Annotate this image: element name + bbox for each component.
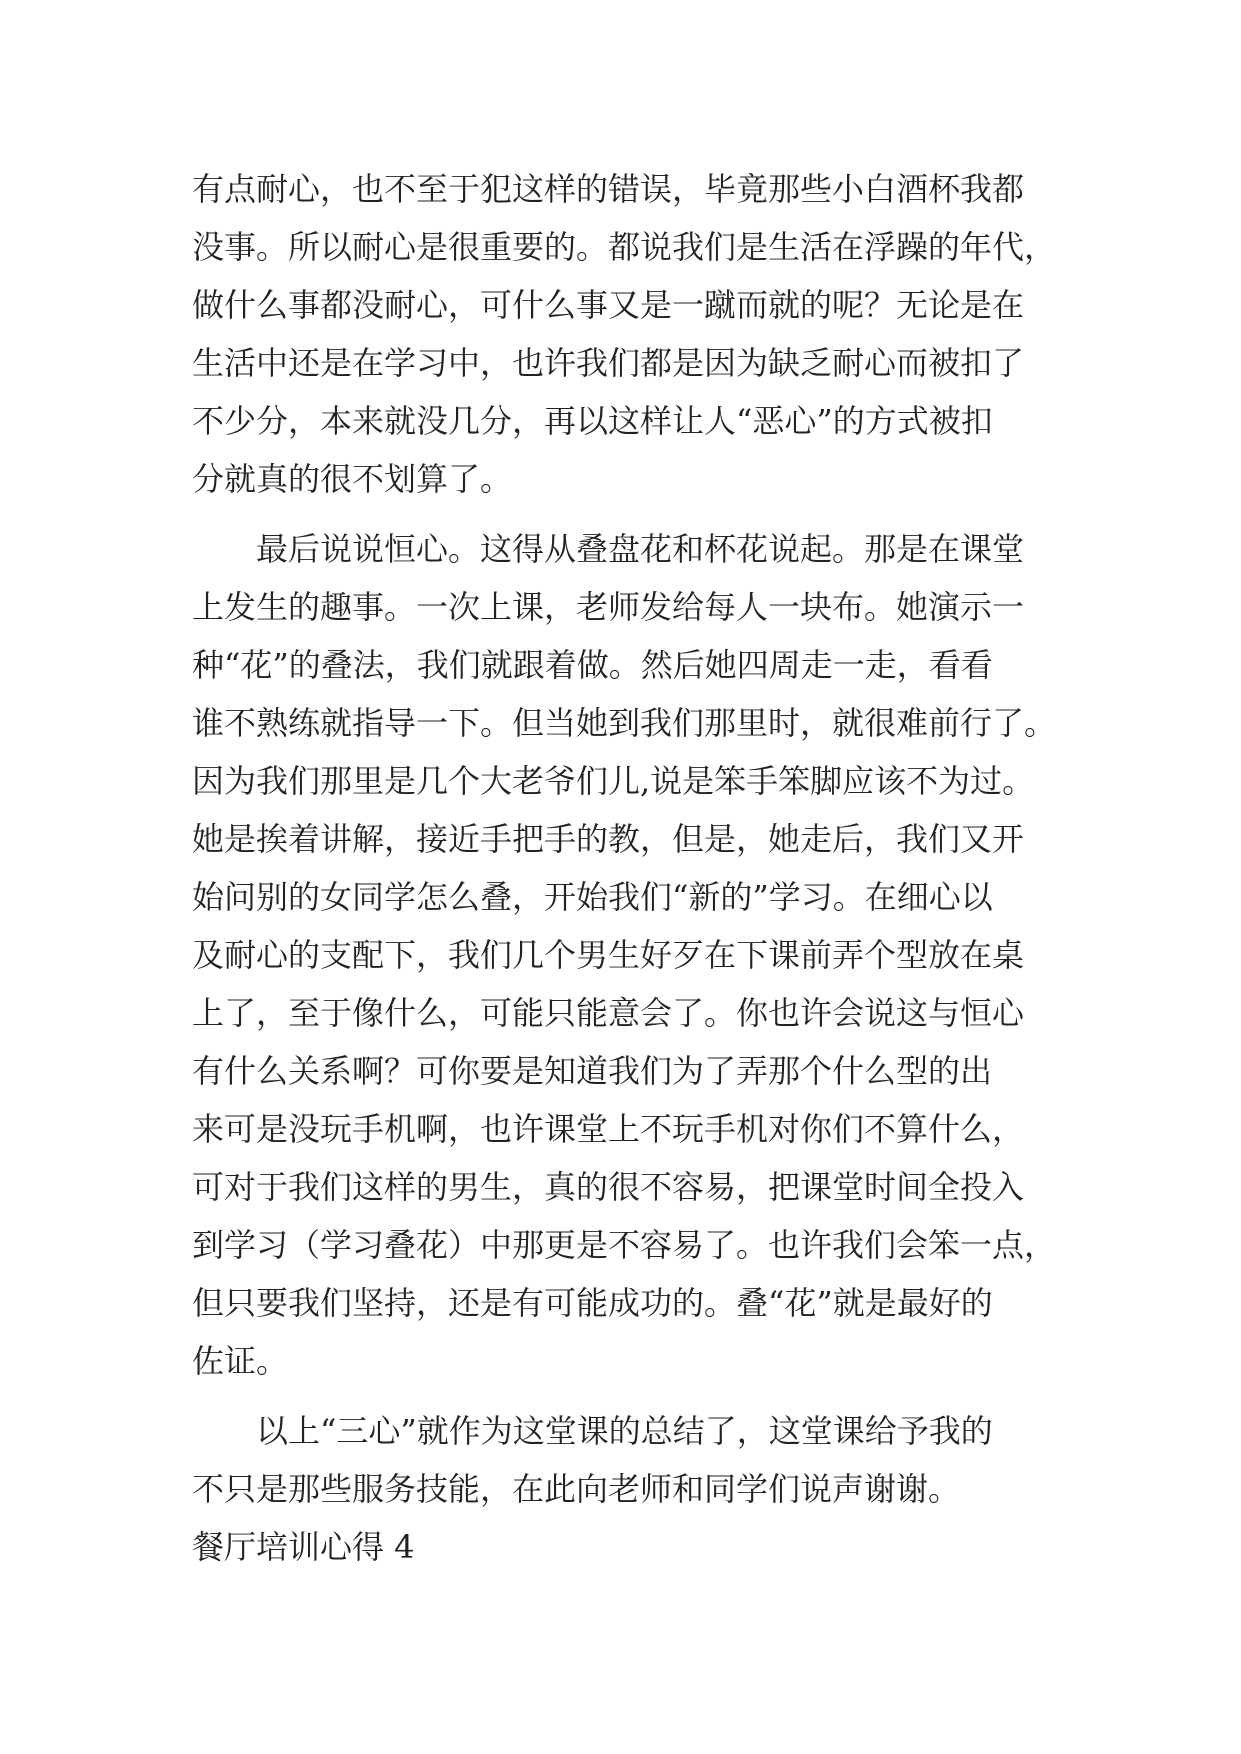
paragraph-gap	[192, 1390, 1072, 1402]
text-line: 来可是没玩手机啊，也许课堂上不玩手机对你们不算什么，	[192, 1110, 1025, 1148]
paragraph-1	[192, 160, 1072, 508]
text-line: 佐证。	[192, 1342, 289, 1380]
text-line: 做什么事都没耐心，可什么事又是一蹴而就的呢？无论是在	[192, 286, 1025, 324]
paragraph-3	[192, 1402, 1072, 1518]
paragraph-gap	[192, 508, 1072, 520]
text-line: 可对于我们这样的男生，真的很不容易，把课堂时间全投入	[192, 1168, 1025, 1206]
text-line: 但只要我们坚持，还是有可能成功的。叠“花”就是最好的	[192, 1284, 993, 1322]
text-line: 到学习（学习叠花）中那更是不容易了。也许我们会笨一点，	[192, 1226, 1057, 1264]
text-line: 她是挨着讲解，接近手把手的教，但是，她走后，我们又开	[192, 820, 1025, 858]
text-line: 始问别的女同学怎么叠，开始我们“新的”学习。在细心以	[192, 878, 993, 916]
text-line: 以上“三心”就作为这堂课的总结了，这堂课给予我的	[256, 1412, 993, 1450]
text-line: 上了，至于像什么，可能只能意会了。你也许会说这与恒心	[192, 994, 1025, 1032]
text-line: 因为我们那里是几个大老爷们儿,说是笨手笨脚应该不为过。	[192, 762, 1035, 800]
text-line: 生活中还是在学习中，也许我们都是因为缺乏耐心而被扣了	[192, 344, 1025, 382]
section-heading: 餐厅培训心得 4	[192, 1528, 415, 1566]
text-line: 及耐心的支配下，我们几个男生好歹在下课前弄个型放在桌	[192, 936, 1025, 974]
text-line: 种“花”的叠法，我们就跟着做。然后她四周走一走，看看	[192, 646, 993, 684]
text-line: 不只是那些服务技能，在此向老师和同学们说声谢谢。	[192, 1470, 961, 1508]
text-line: 有点耐心，也不至于犯这样的错误，毕竟那些小白酒杯我都	[192, 170, 1025, 208]
text-line: 没事。所以耐心是很重要的。都说我们是生活在浮躁的年代，	[192, 228, 1057, 266]
text-line: 上发生的趣事。一次上课，老师发给每人一块布。她演示一	[192, 588, 1025, 626]
text-line: 谁不熟练就指导一下。但当她到我们那里时，就很难前行了。	[192, 704, 1057, 742]
paragraph-2	[192, 520, 1072, 1390]
document-body	[192, 160, 1072, 1576]
text-line: 分就真的很不划算了。	[192, 460, 513, 498]
text-line: 不少分，本来就没几分，再以这样让人“恶心”的方式被扣	[192, 402, 993, 440]
text-line: 有什么关系啊？可你要是知道我们为了弄那个什么型的出	[192, 1052, 993, 1090]
text-line: 最后说说恒心。这得从叠盘花和杯花说起。那是在课堂	[256, 530, 1025, 568]
